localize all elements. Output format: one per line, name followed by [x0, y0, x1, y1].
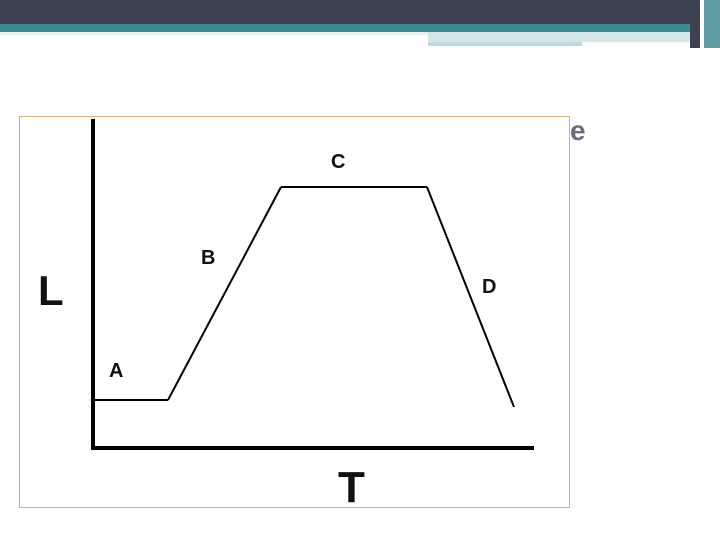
segment-b-label: B: [201, 247, 216, 269]
segment-c-label: C: [331, 151, 346, 173]
header-accent-line: [428, 32, 690, 42]
segment-a-label: A: [109, 360, 124, 382]
y-axis-label: L: [38, 267, 64, 314]
header-accent-line-light: [0, 32, 428, 35]
segment-d-label: D: [482, 276, 497, 298]
header-bar: [0, 0, 720, 24]
x-axis-label: T: [338, 463, 365, 509]
diagram-figure: [19, 116, 570, 508]
header-accent-stripe: [0, 24, 720, 32]
diagram-canvas: [20, 117, 571, 509]
header-accent-line-short: [428, 42, 582, 46]
header-corner-accent: [690, 0, 720, 48]
segment-b-line: [168, 187, 281, 400]
slide-title-fragment: e: [570, 115, 586, 146]
segment-d-line: [427, 187, 514, 407]
